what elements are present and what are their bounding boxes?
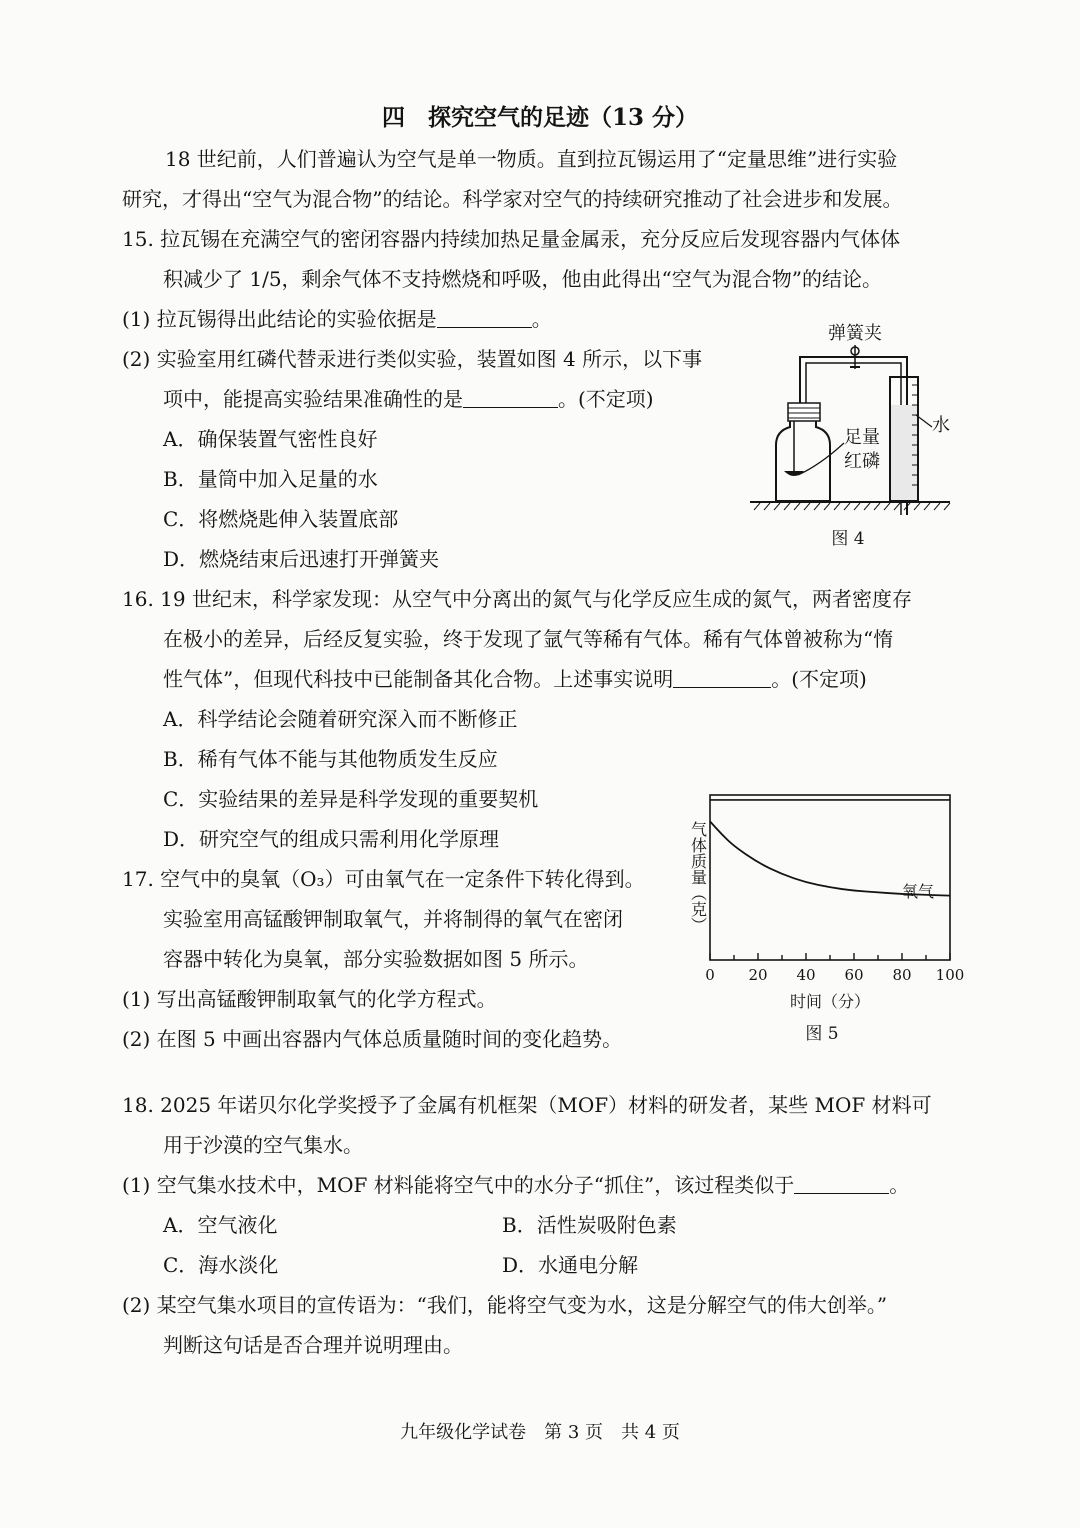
q18-part1-prompt: (1) 空气集水技术中，MOF 材料能将空气中的水分子“抓住”，该过程类似于 — [122, 1173, 795, 1197]
q15-part1-answer-blank[interactable] — [437, 309, 532, 328]
q18-stem-line-1: 18. 2025 年诺贝尔化学奖授予了金属有机框架（MOF）材料的研发者，某些 MOF 材料可 — [122, 1093, 932, 1117]
q18-option-b: B．活性炭吸附色素 — [502, 1213, 677, 1237]
q15-part1-end: 。 — [531, 307, 552, 331]
q16-end: 。(不定项) — [771, 667, 867, 691]
q16-stem-line-3 — [163, 666, 867, 692]
clamp-label: 弹簧夹 — [828, 323, 882, 344]
q15-part2-line-1: (2) 实验室用红磷代替汞进行类似实验，装置如图 4 所示，以下事 — [122, 347, 703, 371]
q15-part1-prompt: (1) 拉瓦锡得出此结论的实验依据是 — [122, 307, 437, 331]
figure-4-apparatus — [740, 315, 960, 555]
x-axis-label: 时间（分） — [789, 992, 871, 1011]
q18-part2-line-2: 判断这句话是否合理并说明理由。 — [163, 1333, 463, 1357]
q15-part1 — [122, 306, 552, 332]
section-title: 四 探究空气的足迹（13 分） — [381, 104, 698, 131]
x-tick-label: 0 — [705, 966, 715, 984]
bench-hatch-icon — [754, 503, 950, 510]
q16-option-a: A．科学结论会随着研究深入而不断修正 — [163, 707, 518, 731]
series-label-oxygen: 氧气 — [902, 882, 935, 901]
figure-5-caption: 图 5 — [805, 1024, 839, 1044]
q18-option-a: A．空气液化 — [163, 1213, 278, 1237]
q15-part2-answer-blank[interactable] — [463, 389, 558, 408]
q15-part2-end: 。(不定项) — [558, 387, 654, 411]
q16-stem-line-1: 16. 19 世纪末，科学家发现：从空气中分离出的氮气与化学反应生成的氮气，两者密度存 — [122, 587, 912, 611]
x-tick-label: 60 — [844, 966, 864, 984]
figure-4-caption: 图 4 — [831, 529, 865, 549]
intro-line-1: 18 世纪前，人们普遍认为空气是单一物质。直到拉瓦锡运用了“定量思维”进行实验 — [165, 147, 898, 171]
phosphorus-label-line-1: 足量 — [844, 427, 880, 448]
q15-part2-prompt: 项中，能提高实验结果准确性的是 — [163, 387, 463, 411]
q16-prompt: 性气体”，但现代科技中已能制备其化合物。上述事实说明 — [163, 667, 674, 691]
q18-part1 — [122, 1172, 909, 1198]
q18-part1-end: 。 — [889, 1173, 910, 1197]
q18-option-d: D．水通电分解 — [502, 1253, 639, 1277]
q18-stem-line-2: 用于沙漠的空气集水。 — [163, 1133, 363, 1157]
x-tick-label: 20 — [748, 966, 768, 984]
x-tick-label: 80 — [892, 966, 912, 984]
q16-option-d: D．研究空气的组成只需利用化学原理 — [163, 827, 500, 851]
q16-option-b: B．稀有气体不能与其他物质发生反应 — [163, 747, 498, 771]
q15-option-a: A．确保装置气密性良好 — [163, 427, 378, 451]
page-footer: 九年级化学试卷 第 3 页 共 4 页 — [400, 1422, 680, 1443]
q16-answer-blank[interactable] — [673, 669, 771, 688]
phosphorus-label-line-2: 红磷 — [844, 451, 880, 472]
cylinder-water — [891, 405, 917, 500]
plot-frame — [710, 795, 950, 960]
q18-part2-line-1: (2) 某空气集水项目的宣传语为：“我们，能将空气变为水，这是分解空气的伟大创举。” — [122, 1293, 888, 1317]
q18-option-c: C．海水淡化 — [163, 1253, 279, 1277]
q18-part1-answer-blank[interactable] — [794, 1175, 889, 1194]
q15-option-b: B．量筒中加入足量的水 — [163, 467, 378, 491]
water-label: 水 — [932, 415, 950, 436]
q15-stem-line-1: 15. 拉瓦锡在充满空气的密闭容器内持续加热足量金属汞，充分反应后发现容器内气体体 — [122, 227, 901, 251]
q17-stem-line-3: 容器中转化为臭氧，部分实验数据如图 5 所示。 — [163, 947, 589, 971]
q15-option-d: D．燃烧结束后迅速打开弹簧夹 — [163, 547, 440, 571]
q17-part2: (2) 在图 5 中画出容器内气体总质量随时间的变化趋势。 — [122, 1027, 623, 1051]
y-axis-label: 气体质量（克） — [688, 821, 708, 933]
q17-stem-line-1: 17. 空气中的臭氧（O₃）可由氧气在一定条件下转化得到。 — [122, 867, 645, 891]
figure-5-chart — [670, 785, 970, 1055]
phosphorus-pointer — [798, 443, 844, 475]
intro-line-2: 研究，才得出“空气为混合物”的结论。科学家对空气的持续研究推动了社会进步和发展。 — [122, 187, 903, 211]
x-tick-label: 100 — [935, 966, 965, 984]
x-tick-label: 40 — [796, 966, 816, 984]
q15-stem-line-2: 积减少了 1/5，剩余气体不支持燃烧和呼吸，他由此得出“空气为混合物”的结论。 — [163, 267, 882, 291]
q16-stem-line-2: 在极小的差异，后经反复实验，终于发现了氩气等稀有气体。稀有气体曾被称为“惰 — [163, 627, 894, 651]
q17-stem-line-2: 实验室用高锰酸钾制取氧气，并将制得的氧气在密闭 — [163, 907, 623, 931]
q17-part1: (1) 写出高锰酸钾制取氧气的化学方程式。 — [122, 987, 497, 1011]
q15-option-c: C．将燃烧匙伸入装置底部 — [163, 507, 399, 531]
q16-option-c: C．实验结果的差异是科学发现的重要契机 — [163, 787, 539, 811]
q15-part2-line-2 — [163, 386, 654, 412]
